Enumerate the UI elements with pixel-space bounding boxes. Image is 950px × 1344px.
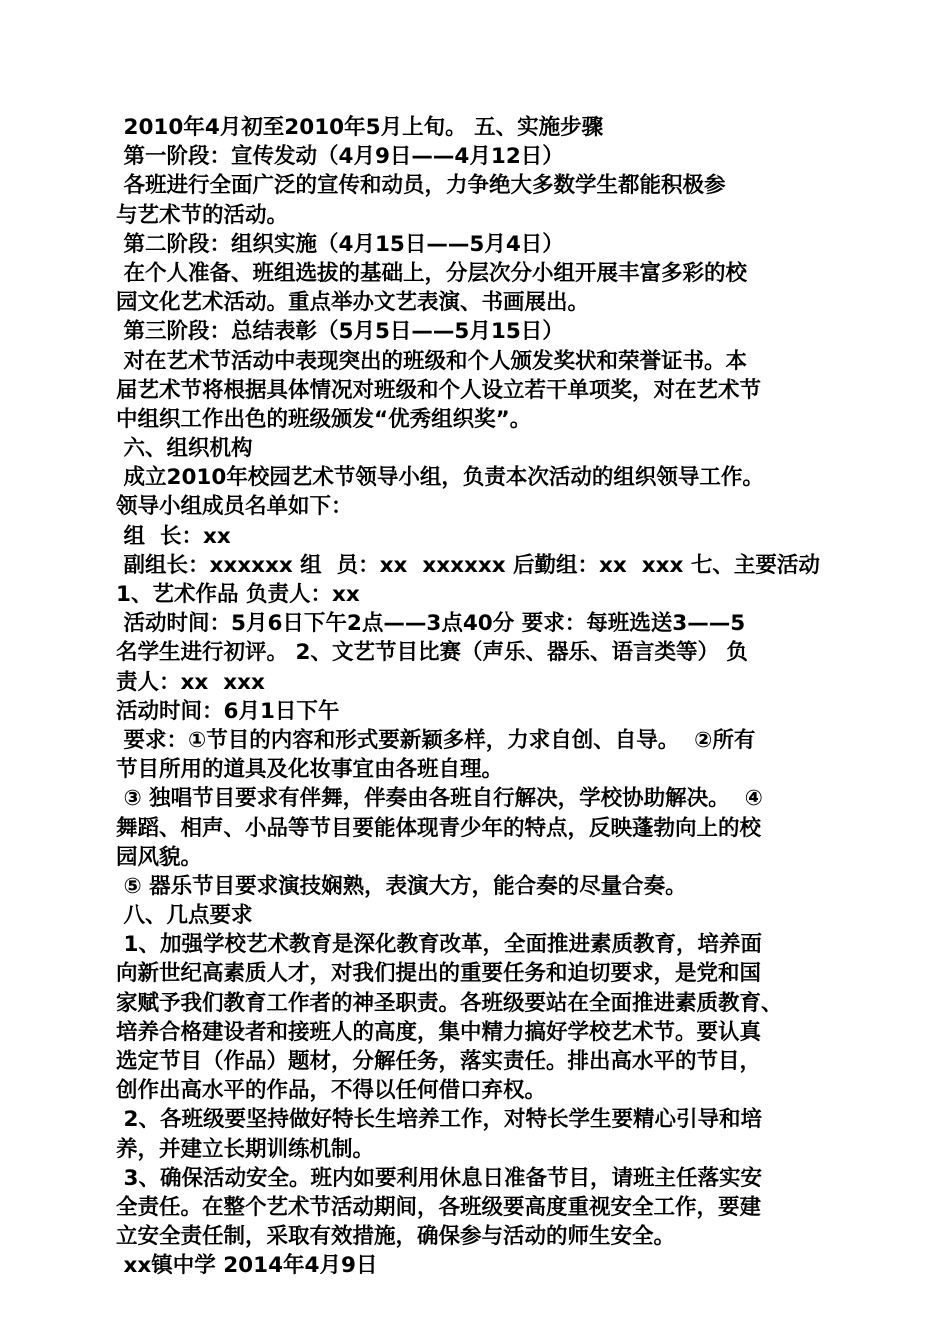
text-line: 中组织工作出色的班级颁发“优秀组织奖”。: [116, 406, 532, 432]
text-line: 名学生进行初评。 2、文艺节目比赛（声乐、器乐、语言类等） 负: [116, 640, 748, 666]
text-line: 六、组织机构: [116, 436, 253, 462]
text-line: 2、各班级要坚持做好特长生培养工作，对特长学生要精心引导和培: [116, 1107, 762, 1133]
text-line: 领导小组成员名单如下：: [116, 494, 353, 520]
text-line: 要求：①节目的内容和形式要新颖多样，力求自创、自导。 ②所有: [116, 727, 756, 753]
text-line: 八、几点要求: [116, 903, 253, 929]
text-line: 副组长：xxxxxx 组 员：xx xxxxxx 后勤组：xx xxx 七、主要活动: [116, 552, 820, 578]
text-line: 1、加强学校艺术教育是深化教育改革，全面推进素质教育，培养面: [116, 932, 762, 958]
text-line: 在个人准备、班组选拔的基础上，分层次分小组开展丰富多彩的校: [116, 260, 747, 286]
text-line: 成立2010年校园艺术节领导小组，负责本次活动的组织领导工作。: [116, 465, 764, 491]
text-line: ⑤ 器乐节目要求演技娴熟，表演大方，能合奏的尽量合奏。: [116, 873, 687, 899]
text-line: 活动时间：6月1日下午: [116, 698, 340, 724]
text-line: 舞蹈、相声、小品等节目要能体现青少年的特点，反映蓬勃向上的校: [116, 815, 762, 841]
text-line: 1、艺术作品 负责人：xx: [116, 582, 360, 607]
text-line: 选定节目（作品）题材，分解任务，落实责任。排出高水平的节目，: [116, 1049, 762, 1074]
text-line: 节目所用的道具及化妆事宜由各班自理。: [116, 757, 504, 783]
text-line: xx镇中学 2014年4月9日: [116, 1253, 378, 1279]
text-line: 园风貌。: [116, 844, 203, 870]
text-line: 责人：xx xxx: [116, 669, 265, 695]
text-line: 3、确保活动安全。班内如要利用休息日准备节目，请班主任落实安: [116, 1165, 762, 1191]
text-line: 家赋予我们教育工作者的神圣职责。各班级要站在全面推进素质教育、: [116, 990, 783, 1016]
text-line: 2010年4月初至2010年5月上旬。 五、实施步骤: [116, 115, 604, 140]
text-line: 养，并建立长期训练机制。: [116, 1136, 375, 1162]
text-line: 立安全责任制，采取有效措施，确保参与活动的师生安全。: [116, 1224, 676, 1250]
text-line: 组 长：xx: [116, 523, 231, 549]
text-line: 向新世纪高素质人才，对我们提出的重要任务和迫切要求，是党和国: [116, 961, 762, 987]
text-line: 第二阶段：组织实施（4月15日——5月4日）: [116, 231, 564, 257]
document-body: [116, 113, 846, 1281]
text-line: 各班进行全面广泛的宣传和动员，力争绝大多数学生都能积极参: [116, 173, 726, 199]
text-line: 届艺术节将根据具体情况对班级和个人设立若干单项奖，对在艺术节: [116, 377, 762, 403]
text-line: 创作出高水平的作品，不得以任何借口弃权。: [116, 1078, 547, 1104]
text-line: 培养合格建设者和接班人的高度，集中精力搞好学校艺术节。要认真: [116, 1019, 762, 1045]
text-line: 对在艺术节活动中表现突出的班级和个人颁发奖状和荣誉证书。本: [116, 348, 747, 374]
text-line: 全责任。在整个艺术节活动期间，各班级要高度重视安全工作，要建: [116, 1194, 762, 1220]
text-line: 第一阶段：宣传发动（4月9日——4月12日）: [116, 144, 564, 170]
text-line: 第三阶段：总结表彰（5月5日——5月15日）: [116, 319, 564, 345]
text-line: 活动时间：5月6日下午2点——3点40分 要求：每班选送3——5: [116, 611, 746, 637]
text-line: 与艺术节的活动。: [116, 202, 289, 228]
text-line: 园文化艺术活动。重点举办文艺表演、书画展出。: [116, 290, 590, 316]
text-line: ③ 独唱节目要求有伴舞，伴奏由各班自行解决，学校协助解决。 ④: [116, 786, 763, 812]
